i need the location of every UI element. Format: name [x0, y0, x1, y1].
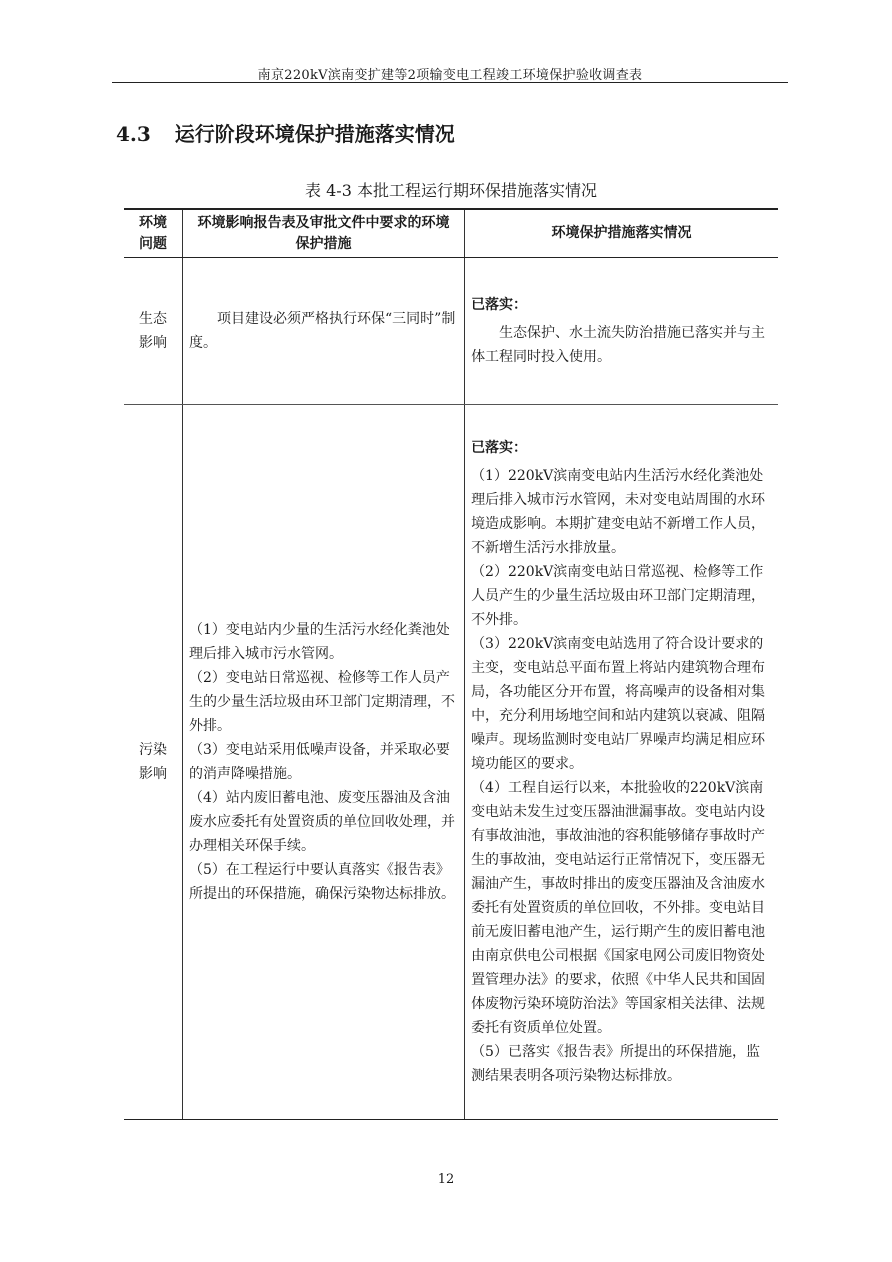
header-issue: 环境问题 — [124, 209, 183, 258]
implementation-item: （3）220kV滨南变电站选用了符合设计要求的主变，变电站总平面布置上将站内建筑物合理布局，各功能区分开布置，将高噪声的设备相对集中，充分利用场地空间和站内建筑以衰减、阻隔噪声。现场监测时变电站厂界噪声均满足相应环境功能区的要求。 — [471, 636, 766, 772]
table-row-pollution — [124, 405, 778, 1120]
table-header-row — [124, 209, 778, 258]
section-number: 4.3 — [116, 122, 151, 146]
required-cell — [183, 258, 465, 405]
implementation-item: （2）220kV滨南变电站日常巡视、检修等工作人员产生的少量生活垃圾由环卫部门定期清理，不外排。 — [471, 564, 766, 628]
issue-cell: 污染影响 — [124, 405, 183, 1120]
header-implementation: 环境保护措施落实情况 — [465, 209, 778, 258]
page-number: 12 — [437, 1172, 455, 1187]
required-item: （1）变电站内少量的生活污水经化粪池处理后排入城市污水管网。 — [189, 622, 450, 662]
table-caption: 表 4-3 本批工程运行期环保措施落实情况 — [305, 181, 597, 200]
header-required-measures: 环境影响报告表及审批文件中要求的环境保护措施 — [183, 209, 465, 258]
implementation-item: （4）工程自运行以来，本批验收的220kV滨南变电站未发生过变压器油泄漏事故。变电站内设有事故油池，事故油池的容积能够储存事故时产生的事故油，变电站运行正常情况下，变压器无漏油产生，事故时排出的废变压器油及含油废水委托有处置资质的单位回收，不外排。变电站目前无废旧蓄电池产生，运行期产生的废旧蓄电池由南京供电公司根据《国家电网公司废旧物资处置管理办法》的要求，依照《中华人民共和国固体废物污染环境防治法》等国家相关法律、法规委托有资质单位处置。 — [471, 780, 766, 1036]
implementation-item: （5）已落实《报告表》所提出的环保措施，监测结果表明各项污染物达标排放。 — [471, 1044, 760, 1084]
required-item: 项目建设必须严格执行环保“三同时”制度。 — [189, 311, 456, 351]
section-heading — [116, 118, 455, 147]
status-label: 已落实： — [471, 440, 528, 456]
implementation-cell — [465, 405, 778, 1120]
required-cell — [183, 405, 465, 1120]
implementation-item: （1）220kV滨南变电站内生活污水经化粪池处理后排入城市污水管网，未对变电站周围的水环境造成影响。本期扩建变电站不新增工作人员，不新增生活污水排放量。 — [471, 468, 766, 556]
implementation-cell — [465, 258, 778, 405]
table-row-ecology — [124, 258, 778, 405]
implementation-item: 生态保护、水土流失防治措施已落实并与主体工程同时投入使用。 — [471, 325, 766, 365]
header-divider — [112, 82, 788, 83]
issue-cell: 生态影响 — [124, 258, 183, 405]
required-item: （4）站内废旧蓄电池、废变压器油及含油废水应委托有处置资质的单位回收处理，并办理相关环保手续。 — [189, 790, 455, 854]
running-header: 南京220kV滨南变扩建等2项输变电工程竣工环境保护验收调查表 — [257, 68, 643, 83]
required-item: （2）变电站日常巡视、检修等工作人员产生的少量生活垃圾由环卫部门定期清理，不外排。 — [189, 670, 455, 734]
required-item: （5）在工程运行中要认真落实《报告表》所提出的环保措施，确保污染物达标排放。 — [189, 862, 455, 902]
section-title: 运行阶段环境保护措施落实情况 — [174, 122, 455, 146]
status-label: 已落实： — [471, 297, 528, 313]
measures-table — [124, 208, 778, 1120]
required-item: （3）变电站采用低噪声设备，并采取必要的消声降噪措施。 — [189, 742, 450, 782]
